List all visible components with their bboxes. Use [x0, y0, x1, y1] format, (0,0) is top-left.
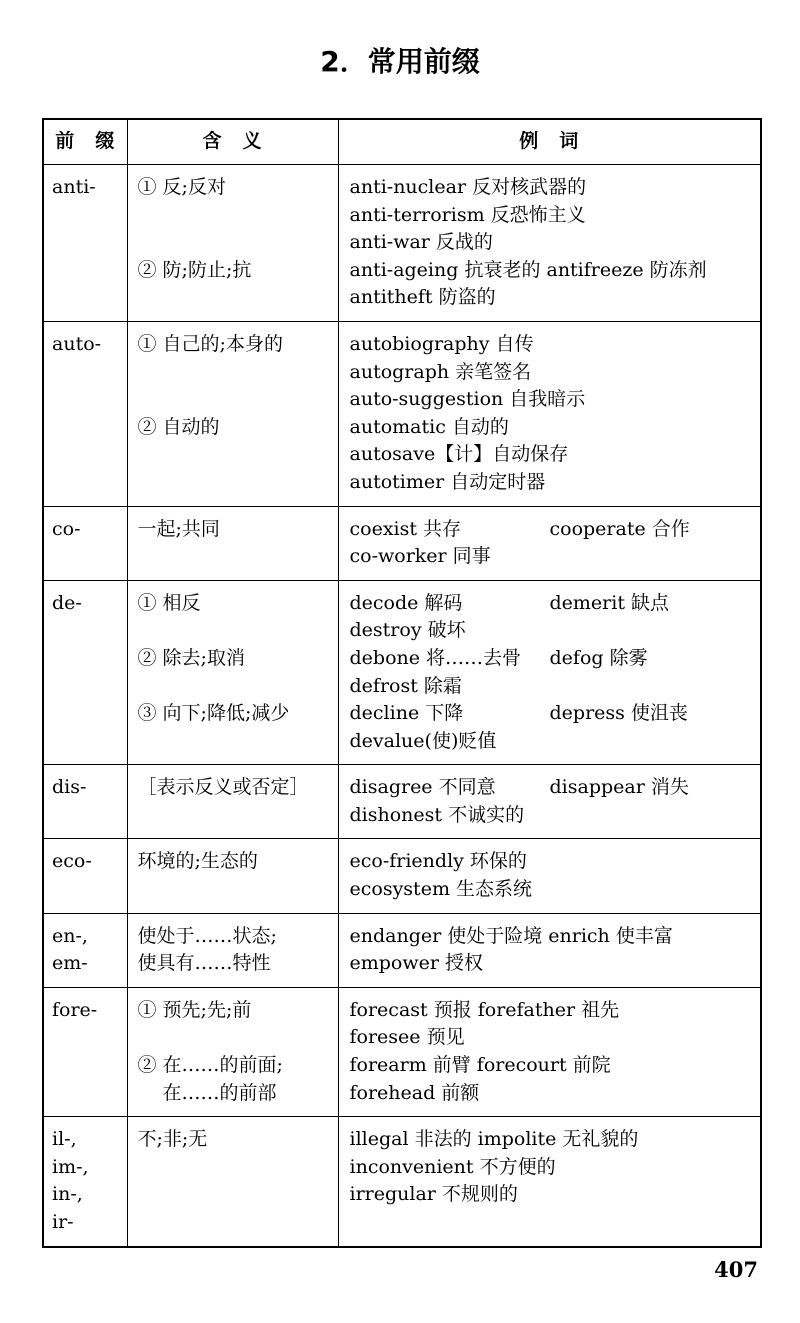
example-line	[350, 802, 757, 830]
examples-cell	[338, 506, 761, 580]
example-line	[350, 700, 757, 728]
prefix-text: em-	[52, 952, 88, 975]
meaning-text: 使处于……状态;	[137, 924, 277, 947]
table-header-row	[43, 119, 761, 165]
meaning-cell	[127, 839, 338, 913]
example-word: empower 授权	[349, 952, 483, 975]
example-word: decline 下降	[349, 702, 464, 725]
meaning-text	[138, 673, 334, 701]
example-word: eco-friendly 环保的	[349, 850, 527, 873]
meaning-text	[138, 1154, 334, 1182]
table-row	[43, 765, 761, 839]
examples-cell	[338, 987, 761, 1116]
example-line	[350, 386, 757, 414]
meaning-text	[138, 202, 334, 230]
example-line	[350, 1181, 757, 1209]
meaning-text: ② 除去;取消	[137, 646, 245, 669]
example-word: cooperate 合作	[549, 517, 690, 540]
meaning-text: ① 相反	[137, 591, 201, 614]
example-line	[350, 848, 757, 876]
example-line	[350, 414, 757, 442]
example-line	[350, 174, 757, 202]
meaning-cell	[127, 765, 338, 839]
examples-cell	[338, 165, 761, 322]
meaning-text: ② 防;防止;抗	[137, 258, 252, 281]
example-line	[350, 469, 757, 497]
example-line	[350, 645, 757, 673]
prefix-cell	[43, 321, 127, 506]
example-word: automatic 自动的	[349, 415, 509, 438]
meaning-text: ［表示反义或否定］	[137, 776, 309, 799]
example-word: foresee 预见	[349, 1026, 465, 1049]
example-line	[350, 774, 757, 802]
table-body	[43, 165, 761, 1247]
prefix-cell	[43, 580, 127, 765]
meaning-text	[138, 441, 334, 469]
meaning-text: 不;非;无	[137, 1128, 208, 1151]
example-word: anti-ageing 抗衰老的 antifreeze 防冻剂	[349, 258, 707, 281]
meaning-cell	[127, 321, 338, 506]
header-examples: 例 词	[338, 119, 761, 165]
page-title: 2．常用前缀	[320, 45, 480, 78]
example-line	[350, 673, 757, 701]
meaning-text	[138, 876, 334, 904]
example-word: defog 除雾	[549, 646, 648, 669]
meaning-text	[138, 1209, 334, 1237]
example-line	[350, 923, 757, 951]
example-word: ecosystem 生态系统	[349, 878, 532, 901]
meaning-text: 在……的前部	[137, 1081, 277, 1104]
example-word: disagree 不同意	[349, 776, 496, 799]
example-word: defrost 除霜	[349, 674, 462, 697]
prefix-cell	[43, 765, 127, 839]
example-line	[350, 331, 757, 359]
prefix-text: im-,	[52, 1155, 89, 1178]
page-number: 407	[714, 1257, 758, 1282]
prefix-text: anti-	[52, 176, 96, 198]
example-word: forecast 预报 forefather 祖先	[349, 998, 620, 1021]
prefix-cell	[43, 165, 127, 322]
meaning-text	[138, 469, 334, 497]
meaning-cell	[127, 913, 338, 987]
example-word: devalue(使)贬值	[349, 729, 497, 752]
prefix-cell	[43, 839, 127, 913]
example-line	[350, 950, 757, 978]
example-word: debone 将……去骨	[349, 646, 522, 669]
meaning-text	[138, 359, 334, 387]
example-word: anti-terrorism 反恐怖主义	[349, 203, 586, 226]
example-word: coexist 共存	[349, 517, 462, 540]
example-word: anti-war 反战的	[349, 231, 493, 254]
example-line	[350, 1154, 757, 1182]
example-word: irregular 不规则的	[349, 1183, 518, 1206]
table-row	[43, 321, 761, 506]
prefix-text: co-	[52, 517, 81, 540]
meaning-text	[138, 1024, 334, 1052]
example-word: anti-nuclear 反对核武器的	[349, 176, 587, 198]
examples-cell	[338, 913, 761, 987]
example-word: illegal 非法的 impolite 无礼貌的	[349, 1128, 639, 1151]
example-word: decode 解码	[349, 591, 463, 614]
prefix-text: fore-	[52, 998, 98, 1021]
prefix-cell	[43, 913, 127, 987]
meaning-text: 一起;共同	[137, 517, 220, 540]
example-line	[350, 1126, 757, 1154]
examples-cell	[338, 580, 761, 765]
example-line	[350, 1024, 757, 1052]
prefix-text: ir-	[52, 1211, 74, 1233]
examples-cell	[338, 765, 761, 839]
example-word: auto-suggestion 自我暗示	[349, 388, 586, 411]
example-line	[350, 284, 757, 312]
meaning-text	[138, 229, 334, 257]
meaning-text: 使具有……特性	[137, 952, 271, 975]
meaning-text	[138, 386, 334, 414]
examples-cell	[338, 1117, 761, 1247]
example-line	[350, 359, 757, 387]
table-row	[43, 1117, 761, 1247]
meaning-cell	[127, 506, 338, 580]
header-meaning: 含 义	[127, 119, 338, 165]
examples-cell	[338, 321, 761, 506]
example-line	[350, 202, 757, 230]
example-line	[350, 1080, 757, 1108]
meaning-text	[138, 802, 334, 830]
example-word: destroy 破坏	[349, 619, 466, 642]
example-word: endanger 使处于险境 enrich 使丰富	[349, 924, 673, 947]
example-word: autograph 亲笔签名	[349, 360, 532, 383]
prefix-cell	[43, 506, 127, 580]
example-line	[350, 543, 757, 571]
example-line	[350, 617, 757, 645]
prefix-cell	[43, 1117, 127, 1247]
meaning-cell	[127, 1117, 338, 1247]
meaning-text	[138, 284, 334, 312]
meaning-cell	[127, 580, 338, 765]
example-word: demerit 缺点	[549, 591, 670, 614]
prefix-text: dis-	[52, 776, 87, 799]
meaning-text: ① 预先;先;前	[137, 998, 252, 1021]
meaning-text	[138, 1181, 334, 1209]
example-line	[350, 1209, 757, 1237]
table-row	[43, 913, 761, 987]
example-line	[350, 876, 757, 904]
example-line	[350, 516, 757, 544]
example-word: autobiography 自传	[349, 332, 534, 355]
example-line	[350, 1052, 757, 1080]
example-word: depress 使沮丧	[549, 702, 688, 725]
table-row	[43, 580, 761, 765]
example-word: forehead 前额	[349, 1081, 480, 1104]
prefix-cell	[43, 987, 127, 1116]
example-word: antitheft 防盗的	[349, 286, 496, 309]
header-prefix: 前 缀	[43, 119, 127, 165]
meaning-text	[138, 543, 334, 571]
table-row	[43, 839, 761, 913]
example-line	[350, 728, 757, 756]
meaning-text	[138, 617, 334, 645]
example-word: inconvenient 不方便的	[349, 1155, 556, 1178]
prefix-text: auto-	[52, 332, 102, 355]
meaning-text: 环境的;生态的	[137, 850, 258, 873]
example-word: autotimer 自动定时器	[349, 470, 546, 493]
table-row	[43, 165, 761, 322]
meaning-text: ② 自动的	[137, 415, 220, 438]
example-word: autosave【计】自动保存	[349, 443, 569, 466]
example-word: dishonest 不诚实的	[349, 803, 525, 826]
table-row	[43, 987, 761, 1116]
example-line	[350, 257, 757, 285]
examples-cell	[338, 839, 761, 913]
example-line	[350, 441, 757, 469]
meaning-text: ③ 向下;降低;减少	[137, 702, 290, 725]
prefix-text: en-,	[52, 924, 88, 947]
prefix-text: in-,	[52, 1183, 83, 1206]
example-word: forearm 前臂 forecourt 前院	[349, 1054, 611, 1077]
prefix-text: eco-	[52, 850, 92, 873]
meaning-cell	[127, 987, 338, 1116]
meaning-text	[138, 728, 334, 756]
table-row	[43, 506, 761, 580]
example-word: disappear 消失	[549, 776, 689, 799]
prefix-text: il-,	[52, 1128, 77, 1151]
example-line	[350, 997, 757, 1025]
prefix-text: de-	[52, 591, 82, 614]
example-line	[350, 229, 757, 257]
meaning-text: ② 在……的前面;	[137, 1054, 283, 1077]
example-word: co-worker 同事	[349, 545, 491, 568]
meaning-text: ① 反;反对	[137, 176, 226, 198]
meaning-cell	[127, 165, 338, 322]
prefix-table	[42, 118, 762, 1248]
example-line	[350, 590, 757, 618]
meaning-text: ① 自己的;本身的	[137, 332, 283, 355]
